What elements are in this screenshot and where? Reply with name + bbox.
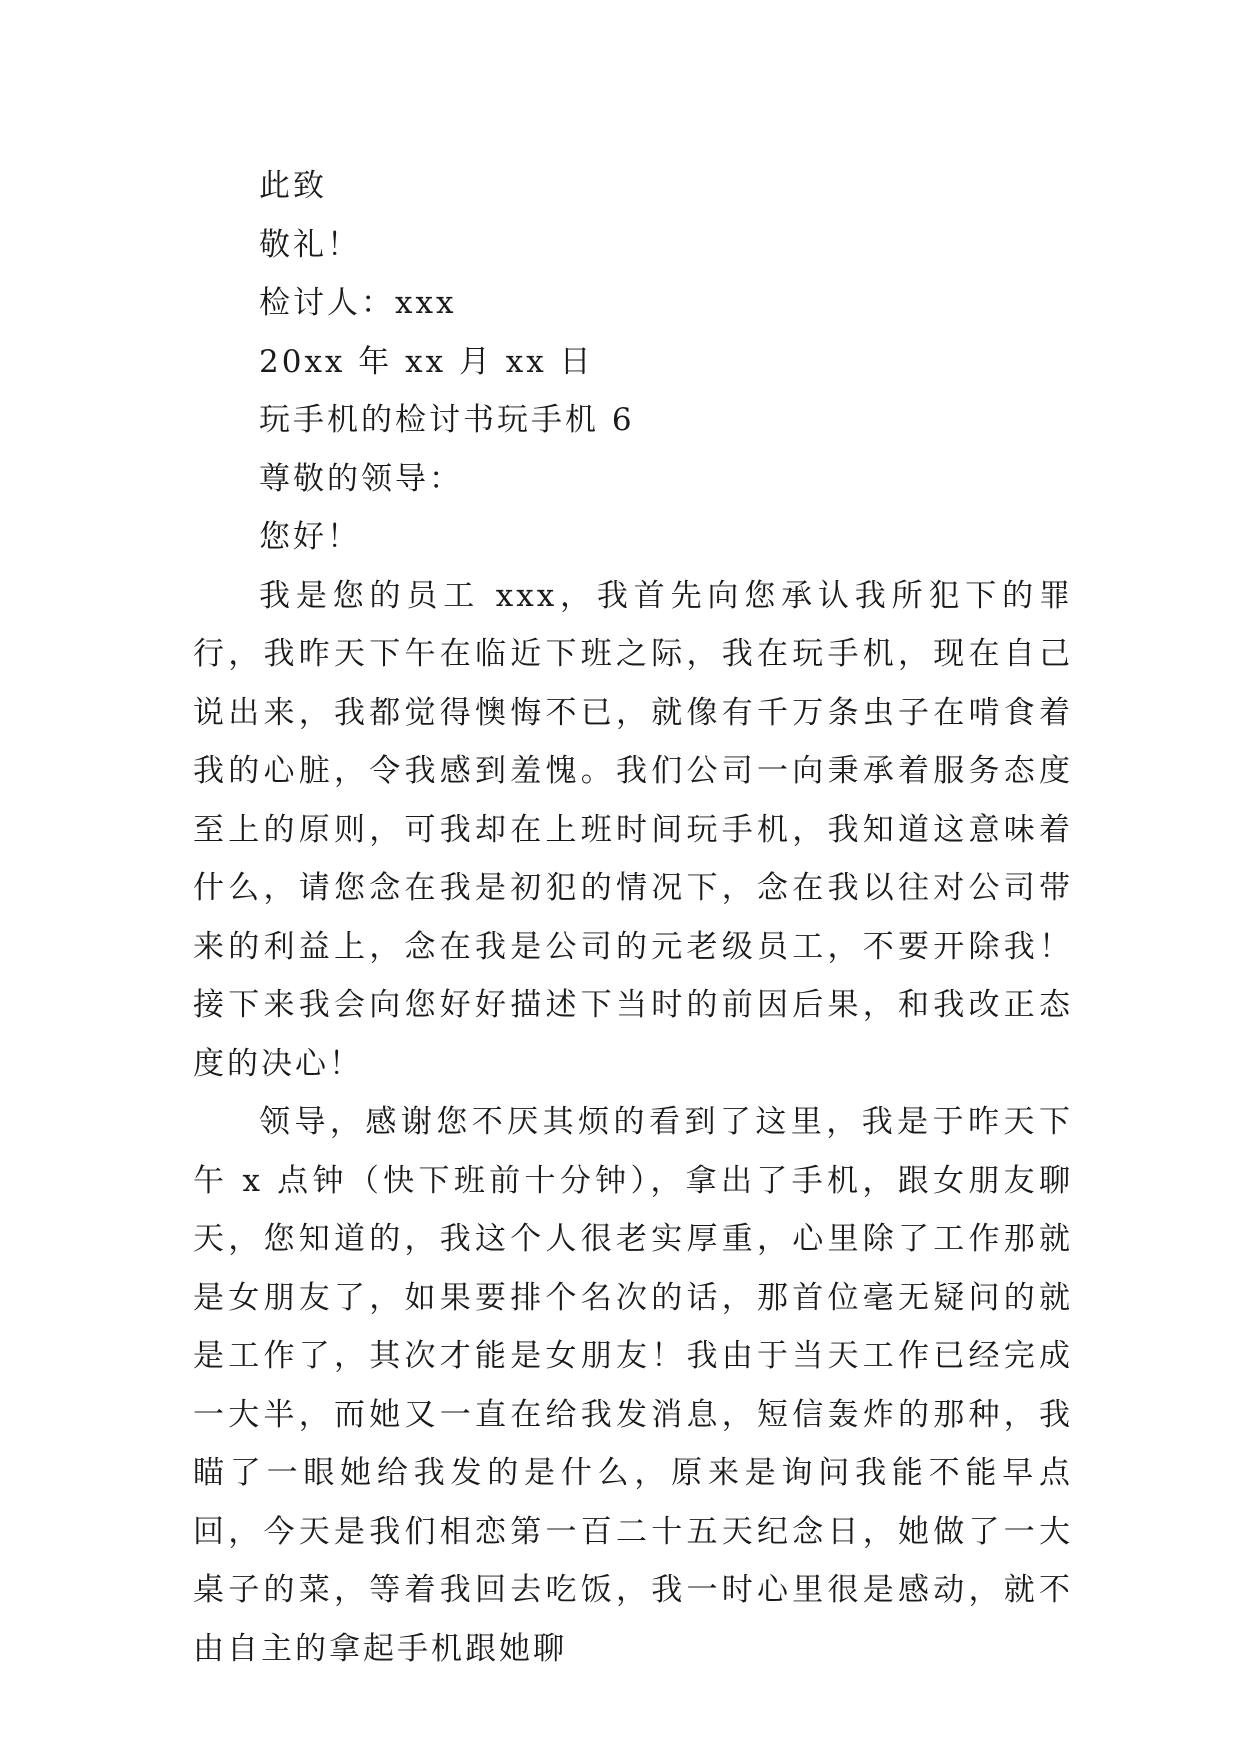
body-paragraph-2: 领导，感谢您不厌其烦的看到了这里，我是于昨天下午 x 点钟（快下班前十分钟），拿出了手机，跟女朋友聊天，您知道的，我这个人很老实厚重，心里除了工作那就是女朋友了，如果要排个名次的话，那首位毫无疑问的就是工作了，其次才能是女朋友！我由于当天工作已经完成一大半，而她又一直在给我发消息，短信轰炸的那种，我瞄了一眼她给我发的是什么，原来是询问我能不能早点回，今天是我们相恋第一百二十五天纪念日，她做了一大桌子的菜，等着我回去吃饭，我一时心里很是感动，就不由自主的拿起手机跟她聊 [193,1104,1073,1667]
letter-title: 玩手机的检讨书玩手机 6 [259,402,635,438]
letter-hello: 您好！ [259,519,361,555]
letter-greeting: 尊敬的领导： [259,460,463,497]
body-paragraph-1: 我是您的员工 xxx，我首先向您承认我所犯下的罪行，我昨天下午在临近下班之际，我在玩手机，现在自己说出来，我都觉得懊悔不已，就像有千万条虫子在啃食着我的心脏，令我感到羞愧。我们公司一向秉承着服务态度至上的原则，可我却在上班时间玩手机，我知道这意味着什么，请您念在我是初犯的情况下，念在我以往对公司带来的利益上，念在我是公司的元老级员工，不要开除我！接下来我会向您好好描述下当时的前因后果，和我改正态度的决心！ [193,577,1073,1082]
date-line: 20xx 年 xx 月 xx 日 [259,343,594,380]
closing-regards: 敬礼！ [259,226,361,263]
closing-salutation: 此致 [259,168,327,204]
signer-line: 检讨人：xxx [259,285,457,321]
document-body [193,157,1073,1678]
